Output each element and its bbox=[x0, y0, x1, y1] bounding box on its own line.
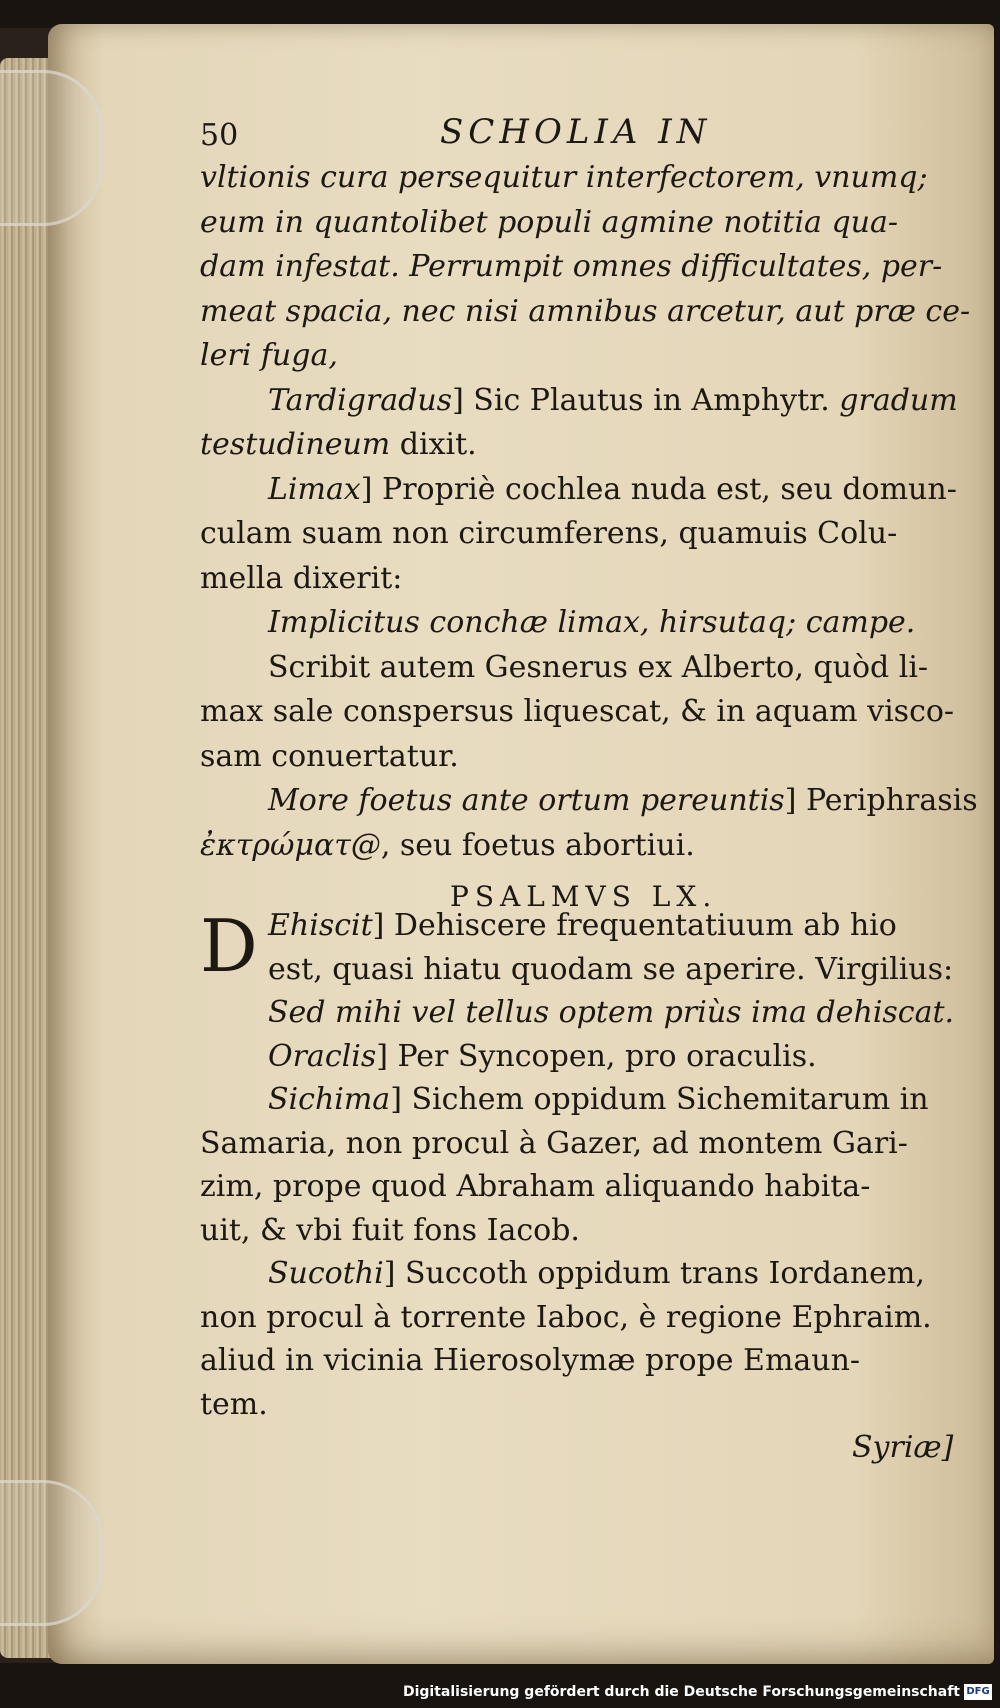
italic-text: Oraclis bbox=[268, 1038, 377, 1074]
text-line bbox=[268, 472, 957, 507]
roman-text: uit, & vbi fuit fons Iacob. bbox=[200, 1212, 580, 1248]
text-line bbox=[200, 1169, 870, 1204]
text-line bbox=[200, 160, 928, 195]
roman-text: mella dixerit: bbox=[200, 560, 403, 596]
italic-text: Tardigradus bbox=[268, 382, 453, 418]
text-line bbox=[200, 1213, 580, 1248]
text-line bbox=[268, 650, 928, 685]
roman-text: ] Dehiscere frequentatiuum ab hio bbox=[372, 908, 897, 943]
text-line bbox=[268, 1039, 817, 1074]
catchword: Syriæ] bbox=[852, 1430, 954, 1465]
roman-text: tem. bbox=[200, 1386, 268, 1422]
italic-text: leri fuga, bbox=[200, 338, 338, 373]
italic-text: testudineum bbox=[200, 427, 391, 462]
italic-text: ἐκτρώματ@ bbox=[200, 827, 381, 863]
italic-text: eum in quantolibet populi agmine notitia qua- bbox=[200, 204, 899, 240]
roman-text: ] Succoth oppidum trans Iordanem, bbox=[383, 1256, 925, 1291]
digitization-credit bbox=[403, 1684, 992, 1700]
page-clip-top bbox=[0, 70, 103, 226]
text-line bbox=[200, 1300, 932, 1335]
text-line bbox=[200, 561, 402, 596]
roman-text: non procul à torrente Iaboc, è regione Ephraim. bbox=[200, 1299, 932, 1335]
text-line bbox=[200, 1343, 860, 1378]
page-number: 50 bbox=[200, 118, 239, 153]
text-line bbox=[268, 1082, 929, 1117]
text-line bbox=[200, 427, 477, 462]
running-head: SCHOLIA IN bbox=[440, 112, 712, 152]
italic-text: gradum bbox=[839, 382, 958, 418]
roman-text: max sale conspersus liquescat, & in aquam visco- bbox=[200, 694, 955, 729]
dfg-logo: DFG bbox=[964, 1684, 992, 1700]
roman-text: ] Per Syncopen, pro oraculis. bbox=[376, 1038, 817, 1074]
roman-text: culam suam non circumferens, quamuis Colu- bbox=[200, 516, 898, 551]
roman-text: ] Sichem oppidum Sichemitarum in bbox=[390, 1082, 929, 1117]
text-line bbox=[200, 739, 459, 774]
roman-text: sam conuertatur. bbox=[200, 738, 459, 774]
text-line bbox=[268, 952, 953, 987]
text-line bbox=[268, 383, 958, 418]
roman-text: , seu foetus abortiui. bbox=[380, 827, 695, 863]
roman-text: Samaria, non procul à Gazer, ad montem Gari- bbox=[200, 1125, 908, 1161]
italic-text: meat spacia, nec nisi amnibus arcetur, aut præ ce- bbox=[200, 293, 971, 329]
italic-text: Implicitus conchæ limax, hirsutaq; campe. bbox=[268, 605, 916, 640]
italic-text: vltionis cura persequitur interfectorem, vnumq; bbox=[200, 160, 928, 195]
roman-text: ] Sic Plautus in Amphytr. bbox=[452, 382, 840, 418]
text-line bbox=[200, 694, 954, 729]
roman-text: ] Periphrasis bbox=[784, 783, 978, 818]
text-line bbox=[200, 828, 695, 863]
italic-text: Sichima bbox=[268, 1082, 391, 1117]
italic-text: Sucothi bbox=[268, 1256, 384, 1291]
credit-text: Digitalisierung gefördert durch die Deutsche Forschungsgemeinschaft bbox=[402, 1684, 960, 1700]
roman-text: aliud in vicinia Hierosolymæ prope Emaun- bbox=[200, 1343, 861, 1378]
psalm-title: PSALMVS LX. bbox=[450, 880, 718, 913]
text-line bbox=[200, 1126, 908, 1161]
italic-text: More foetus ante ortum pereuntis bbox=[268, 783, 785, 818]
text-line bbox=[268, 1256, 925, 1291]
roman-text: dixit. bbox=[390, 427, 477, 462]
text-line bbox=[200, 294, 970, 329]
text-line bbox=[268, 605, 915, 640]
italic-text: Sed mihi vel tellus optem priùs ima dehiscat. bbox=[268, 995, 955, 1030]
italic-text: dam infestat. Perrumpit omnes difficultates, per- bbox=[200, 249, 943, 284]
text-line bbox=[268, 995, 954, 1030]
page-clip-bottom bbox=[0, 1480, 103, 1626]
text-line bbox=[200, 338, 338, 373]
text-line bbox=[200, 516, 897, 551]
text-line bbox=[200, 249, 942, 284]
text-line bbox=[268, 783, 978, 818]
text-line bbox=[200, 205, 898, 240]
roman-text: ] Propriè cochlea nuda est, seu domun- bbox=[360, 471, 957, 507]
roman-text: zim, prope quod Abraham aliquando habita- bbox=[200, 1169, 871, 1204]
text-line bbox=[200, 1387, 268, 1422]
text-line bbox=[268, 908, 897, 943]
italic-text: Ehiscit bbox=[268, 908, 373, 943]
roman-text: est, quasi hiatu quodam se aperire. Virgilius: bbox=[268, 951, 954, 987]
drop-capital: D bbox=[200, 904, 258, 988]
italic-text: Limax bbox=[268, 471, 361, 507]
roman-text: Scribit autem Gesnerus ex Alberto, quòd li- bbox=[268, 649, 929, 685]
